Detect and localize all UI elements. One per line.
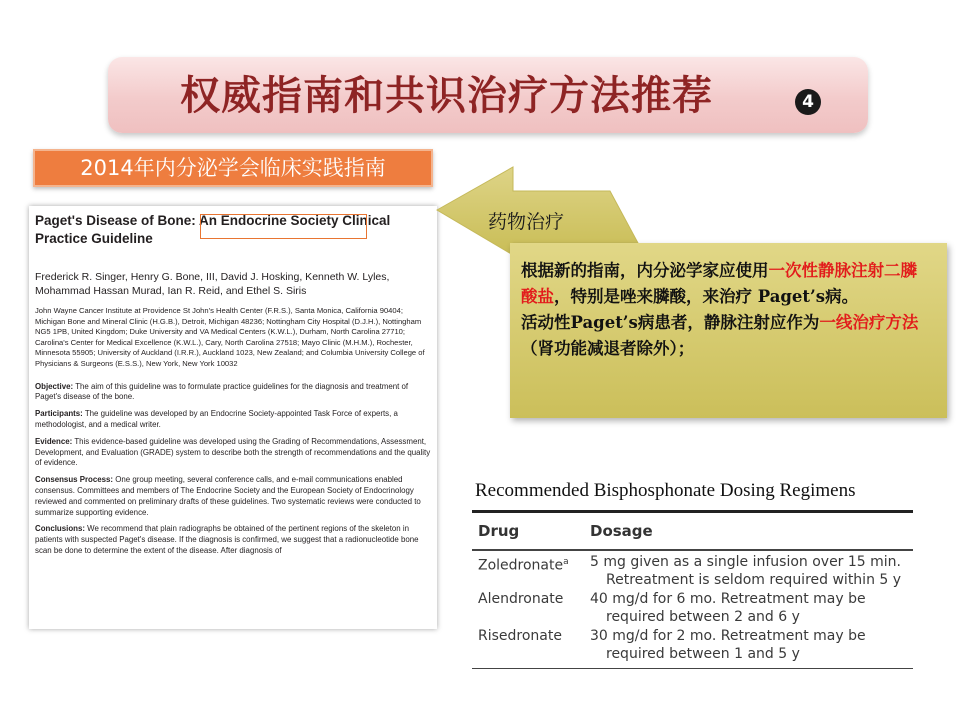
highlight-iv-bisphosphonate: 一次性静脉注射二膦酸盐: [521, 261, 917, 306]
dosing-table: [472, 510, 913, 669]
paper-authors: Frederick R. Singer, Henry G. Bone, III, David J. Hosking, Kenneth W. Lyles, Mohammad Hassan Murad, Ian R. Reid, and Ethel S. Siris: [35, 271, 390, 297]
abstract-objective: Objective: The aim of this guideline was to formulate practice guidelines for the diagnosis and treatment of Paget's disease of the bone.: [35, 381, 409, 402]
abstract-participants: Participants: The guideline was developed by an Endocrine Society-appointed Task Force of experts, a methodologist, and a medical writer.: [35, 409, 398, 429]
drug-zoledronate: Zoledronate: [478, 557, 564, 574]
drug-treatment-label: 药物治疗: [488, 211, 565, 233]
table-bottom-rule: [472, 668, 913, 670]
recommendation-para-2: 活动性Paget’s病患者，静脉注射应作为一线治疗方法（肾功能减退者除外）；: [521, 313, 919, 358]
dosing-table-caption: Recommended Bisphosphonate Dosing Regimens: [475, 480, 856, 501]
highlight-first-line: 一线治疗方法: [819, 313, 919, 332]
footnote-marker: a: [563, 556, 569, 567]
drug-alendronate: Alendronate: [478, 590, 564, 607]
abstract-evidence: Evidence: This evidence-based guideline was developed using the Grading of Recommendations, Assessment, Development, and Evaluation (GRADE) system to describe both the strength of recommendations and the quality of evidence.: [35, 436, 431, 468]
table-row: [472, 553, 913, 590]
header-drug: Drug: [478, 522, 520, 540]
slide-title: 权威指南和共识治疗方法推荐: [180, 72, 713, 119]
table-header-row: [472, 513, 913, 549]
guideline-label: 2014年内分泌学会临床实践指南: [33, 149, 433, 187]
dosage-line: required between 1 and 5 y: [606, 646, 800, 662]
abstract-conclusions: Conclusions: We recommend that plain radiographs be obtained of the pertinent regions of the skeleton in patients with suspected Paget's disease. If the diagnosis is confirmed, we suggest that a radionucleotide bone scan be done to determine the extent of the disease. After diagnosis of: [35, 524, 419, 555]
dosage-line: 30 mg/d for 2 mo. Retreatment may be: [590, 627, 866, 644]
abstract-consensus: Consensus Process: One group meeting, several conference calls, and e-mail communications enabled consensus. Committees and members of The Endocrine Society and the European Society of Endocrinology reviewed and commented on preliminary drafts of these guidelines. Two systematic reviews were conducted to summarize supporting evidence.: [35, 475, 421, 517]
dosage-line: Retreatment is seldom required within 5 y: [606, 572, 902, 588]
table-row: [472, 627, 913, 664]
recommendation-para-1: 根据新的指南，内分泌学家应使用一次性静脉注射二膦酸盐，特别是唑来膦酸，来治疗 Paget’s病。: [521, 261, 917, 306]
dosage-line: 40 mg/d for 6 mo. Retreatment may be: [590, 590, 866, 607]
recommendation-text: [521, 258, 933, 362]
paper-title: Paget's Disease of Bone: An Endocrine Society Clinical Practice Guideline: [35, 213, 391, 246]
title-number-badge: 4: [795, 89, 821, 115]
dosage-line: required between 2 and 6 y: [606, 609, 800, 625]
dosage-line: 5 mg given as a single infusion over 15 min.: [590, 553, 902, 570]
drug-risedronate: Risedronate: [478, 627, 562, 644]
table-row: [472, 590, 913, 627]
paper-affiliations: John Wayne Cancer Institute at Providence St John's Health Center (F.R.S.), Santa Monica, California 90404; Michigan Bone and Mineral Clinic (H.G.B.), Detroit, Michigan 48236; Nottingham City Hospital (D.J.H.), Nottingham NG5 1PB, United Kingdom; Duke University and VA Medical Centers (K.W.L.), Durham, North Carolina 27710; Carolina's Center for Medical Excellence (K.W.L.), Cary, North Carolina 27518; Mayo Clinic (M.H.M.), Rochester, Minnesota 55905; University of Auckland (I.R.R.), Auckland 1023, New Zealand; and Columbia University College of Physicians & Surgeons (E.S.S.), New York, New York 10032: [35, 306, 425, 368]
header-dosage: Dosage: [590, 522, 653, 540]
